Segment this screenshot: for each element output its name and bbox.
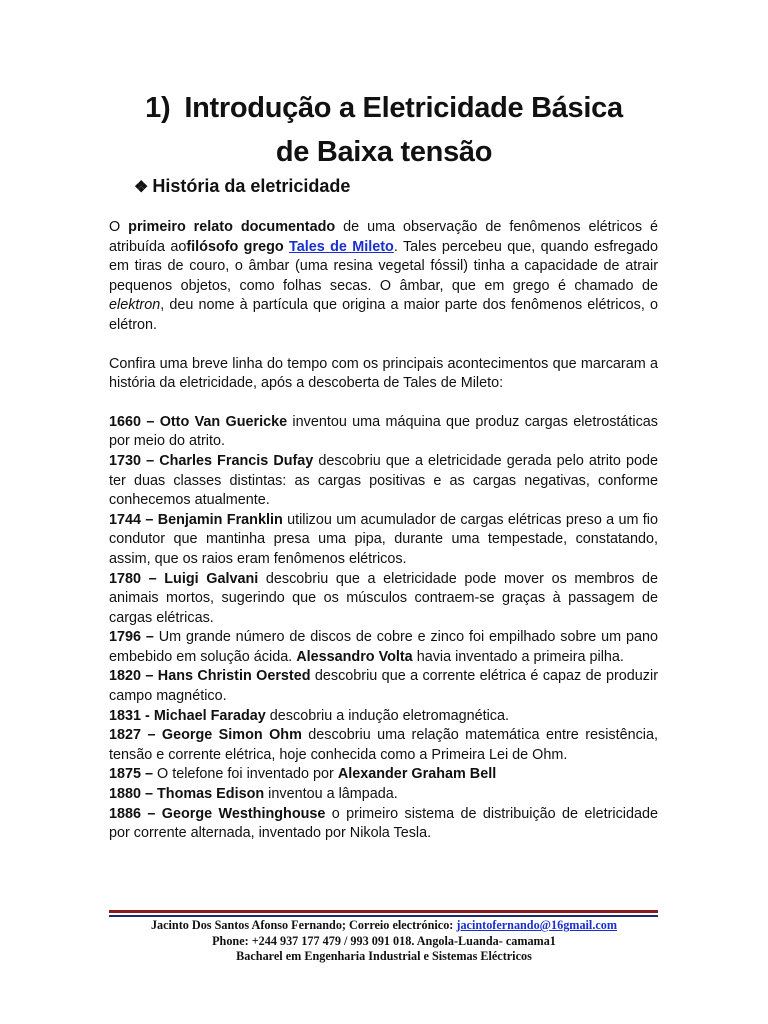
title-number: 1) xyxy=(145,92,171,124)
timeline-item xyxy=(109,785,658,805)
title-text-1: Introdução a Eletricidade Básica xyxy=(184,92,623,124)
intro-text: , deu nome à partícula que origina a maior parte dos fenômenos elétricos, o elétron. xyxy=(109,297,658,333)
timeline-person: Hans Christin Oersted xyxy=(157,668,311,685)
tales-de-mileto-link[interactable]: Tales de Mileto xyxy=(289,238,394,255)
footer-line-3: Bacharel em Engenharia Industrial e Sistemas Eléctricos xyxy=(236,949,532,963)
timeline-text: O telefone foi inventado por xyxy=(157,766,338,783)
timeline-separator: – xyxy=(141,413,160,430)
timeline-separator: – xyxy=(141,570,165,587)
timeline-text: havia inventado a primeira pilha. xyxy=(412,648,624,665)
timeline-person: George Simon Ohm xyxy=(161,727,302,744)
timeline-person: Otto Van Guericke xyxy=(159,413,288,430)
timeline-intro-paragraph: Confira uma breve linha do tempo com os principais acontecimentos que marcaram a história da eletricidade, após a descoberta de Tales de Mileto: xyxy=(109,355,658,392)
title-line-2: de Baixa tensão xyxy=(275,136,493,168)
timeline-item xyxy=(109,413,658,452)
timeline-text: inventou uma máquina que produz cargas eletrostáticas por meio do atrito. xyxy=(109,413,658,450)
timeline-year: 1886 xyxy=(109,805,142,822)
timeline-person: Luigi Galvani xyxy=(164,570,259,587)
timeline-item xyxy=(109,707,658,727)
timeline-text: utilizou um acumulador de cargas elétricas preso a um fio condutor que mantinha presa uma pipa, durante uma tempestade, constatando, assim, que os raios eram fenômenos elétricos. xyxy=(109,511,659,567)
timeline-separator: – xyxy=(141,452,160,469)
timeline-item xyxy=(109,628,658,667)
footer-line-2: Phone: +244 937 177 479 / 993 091 018. Angola-Luanda- camama1 xyxy=(212,933,556,948)
timeline-year: 1660 xyxy=(109,413,142,430)
intro-text: . Tales percebeu que, quando esfregado em tiras de couro, o âmbar (uma resina vegetal fóssil) tinha a capacidade de atrair pequenos objetos, como folhas secas. O âmbar, que em grego é chamado de xyxy=(109,238,658,294)
timeline-person: George Westhinghouse xyxy=(161,805,326,822)
timeline-separator: – xyxy=(141,805,162,822)
timeline-text: o primeiro sistema de distribuição de eletricidade por corrente alternada, inventado por Nikola Tesla. xyxy=(109,805,659,842)
timeline-item xyxy=(109,765,658,785)
timeline-item xyxy=(109,667,658,706)
timeline-person: Michael Faraday xyxy=(153,707,266,724)
timeline-item xyxy=(109,805,658,844)
title-line-1 xyxy=(0,86,768,130)
timeline-item xyxy=(109,452,658,511)
timeline-person: Benjamin Franklin xyxy=(157,511,283,528)
intro-text: de uma observação de fenômenos elétricos é atribuída ao xyxy=(109,219,659,255)
timeline-item xyxy=(109,726,658,765)
page-title xyxy=(0,86,768,174)
timeline-text: Um grande número de discos de cobre e zinco foi empilhado sobre um pano embebido em solução ácida. xyxy=(109,629,659,665)
timeline-year: 1831 xyxy=(109,707,142,724)
timeline-year: 1820 xyxy=(109,668,142,685)
intro-bold-text: primeiro relato documentado xyxy=(128,219,336,235)
page-footer xyxy=(0,918,768,965)
timeline-person: Alessandro Volta xyxy=(296,648,413,665)
timeline-separator: – xyxy=(141,727,162,744)
section-heading-text: História da eletricidade xyxy=(152,176,351,196)
timeline-text: descobriu uma relação matemática entre resistência, tensão e corrente elétrica, hoje conhecida como a Primeira Lei de Ohm. xyxy=(109,727,658,763)
timeline-person: Thomas Edison xyxy=(157,786,265,803)
footer-author: Jacinto Dos Santos Afonso Fernando; Correio electrónico: xyxy=(150,918,457,932)
timeline-separator: – xyxy=(141,511,158,528)
timeline-year: 1796 xyxy=(109,629,142,646)
intro-italic-text: elektron xyxy=(109,297,161,314)
timeline-separator: - xyxy=(141,707,154,724)
timeline-item xyxy=(109,570,658,629)
footer-divider xyxy=(109,910,658,917)
footer-email-link[interactable]: jacintofernando@16gmail.com xyxy=(456,918,618,932)
timeline-text: inventou a lâmpada. xyxy=(264,786,398,803)
timeline-separator: – xyxy=(141,786,158,803)
timeline-year: 1827 xyxy=(109,727,142,744)
intro-bold-text: filósofo grego xyxy=(186,238,284,255)
timeline-text: descobriu a indução eletromagnética. xyxy=(265,707,509,724)
timeline-year: 1880 xyxy=(109,786,142,803)
intro-paragraph xyxy=(109,218,658,336)
document-body xyxy=(109,218,658,844)
timeline-person: Charles Francis Dufay xyxy=(159,452,314,469)
timeline-year: 1875 xyxy=(109,766,142,783)
timeline-text: descobriu que a eletricidade pode mover os membros de animais mortos, sugerindo que os músculos contraem-se graças à passagem de cargas elétricas. xyxy=(109,570,659,626)
timeline-separator: – xyxy=(141,668,158,685)
timeline-year: 1744 xyxy=(109,511,142,528)
intro-text: O xyxy=(109,219,129,235)
timeline-item xyxy=(109,511,658,570)
section-heading xyxy=(134,176,350,197)
timeline-year: 1780 xyxy=(109,570,142,587)
timeline-separator: – xyxy=(141,766,158,783)
timeline-text: descobriu que a corrente elétrica é capaz de produzir campo magnético. xyxy=(109,668,658,705)
timeline-year: 1730 xyxy=(109,452,142,469)
footer-line-1 xyxy=(0,918,768,934)
timeline-list xyxy=(109,413,658,844)
timeline-person: Alexander Graham Bell xyxy=(337,766,497,783)
diamond-bullet-icon: ❖ xyxy=(134,178,149,196)
timeline-separator: – xyxy=(141,629,159,646)
timeline-text: descobriu que a eletricidade gerada pelo atrito pode ter duas classes distintas: as cargas positivas e as cargas negativas, conforme conhecemos atualmente. xyxy=(109,452,658,509)
